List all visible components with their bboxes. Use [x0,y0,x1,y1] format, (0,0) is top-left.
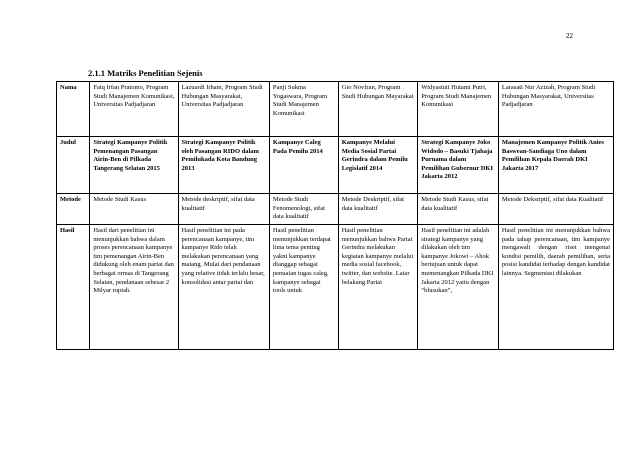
table-cell: Larasati Nur Azizah, Program Studi Hubungan Masyarakat, Universitas Padjadjaran [498,82,613,137]
table-cell: Metode Deskriptif, sifat data kualitatif [338,194,418,225]
table-cell: Gio Novfran, Program Studi Hubungan Mayarakat [338,82,418,137]
table-cell: Hasil penelitian ini menunjukkan bahwa pada tahap perencanaan, tim kampanye mengawali dengan riset mengenai kondisi pemilih, daerah pemilihan, serta posisi kandidat terhadap dengan kandidat lainnya. Segmentasi dilakukan [498,225,613,350]
row-label: Judul [57,137,90,194]
table-cell: Panji Sukma Yogaswara, Program Studi Manajemen Komunikasi [269,82,338,137]
table-cell: Manajemen Kampanye Politik Anies Baswean-Sandiaga Uno dalam Pemilihan Kepala Daerah DKI Jakarta 2017 [498,137,613,194]
table-cell: Lazuardi Irham, Program Studi Hubungan Masyarakat, Universitas Padjadjaran [178,82,269,137]
table-cell: Hasil penelitian menunjukkan bahwa Partai Gerindra melakukan kegiatan kampanye melalui media sosial facebook, twitter, dan website. Latar belakang Partai [338,225,418,350]
table-cell: Metode Studi Kasus, sifat data kualitatif [418,194,499,225]
page-number: 22 [566,32,573,40]
table-cell: Faiq Irfan Pratomo, Program Studi Manajemen Komunikasi, Universitas Padjadjaran [90,82,178,137]
table-row [57,82,614,137]
table-row [57,137,614,194]
row-label: Nama [57,82,90,137]
table-cell: Widyastuti Hutami Putri, Program Studi Manajemen Komunikasi [418,82,499,137]
table-cell: Strategi Kampanye Politik Pemenangan Pasangan Airin-Ben di Pilkada Tangerang Selatan 2015 [90,137,178,194]
table-cell: Strategi Kampanye Joko Widodo – Basuki Tjahaja Purnama dalam Pemilihan Gubernur DKI Jakarta 2012 [418,137,499,194]
row-label: Metode [57,194,90,225]
research-matrix-table [56,81,614,350]
table-cell: Hasil penelitian ini pada perencanaan kampanye, tim kampanye Rido telah melakukan perencanaan yang matang. Mulai dari pendanaan yang relative tidak terlalu besar, konsolidasi antar partai dan [178,225,269,350]
table-cell: Metode deskriptif, sifat data kualitatif [178,194,269,225]
table-row [57,225,614,350]
table-row [57,194,614,225]
table-cell: Metode Studi Kasus [90,194,178,225]
table-cell: Metode Deksriptif, sifat data Kualitatif [498,194,613,225]
table-cell: Kampanye Melalui Media Sosial Partai Gerindra dalam Pemilu Legislatif 2014 [338,137,418,194]
table-cell: Hasil penelitian menunjukkan terdapat lima tema penting yakni kampanye dianggap sebagai penuaian tugas caleg, kampanye sebagai tools untuk [269,225,338,350]
row-label: Hasil [57,225,90,350]
table-cell: Hasil dari penelitian ini menunjukkan bahwa dalam proses perencanaan kampanye tim pemenangan Airin-Ben didukung oleh enam partai dan berbagai ormas di Tangerang Selatan, pendanaan sebesar 2 Milyar rupiah. [90,225,178,350]
table-cell: Hasil penelitian ini adalah strategi kampanye yang dilakukan oleh tim kampanye Jokowi – Ahok bertujuan untuk dapat memenangkan Pilkada DKI Jakarta 2012 yaitu dengan “blusukan”, [418,225,499,350]
table-cell: Metode Studi Fenomenologi, sifat data kualitatif [269,194,338,225]
table-cell: Kampanye Caleg Pada Pemilu 2014 [269,137,338,194]
table-cell: Strategi Kampanye Politik oleh Pasangan RIDO dalam Pemilukada Kota Bandung 2013 [178,137,269,194]
section-title: 2.1.1 Matriks Penelitian Sejenis [88,68,203,78]
